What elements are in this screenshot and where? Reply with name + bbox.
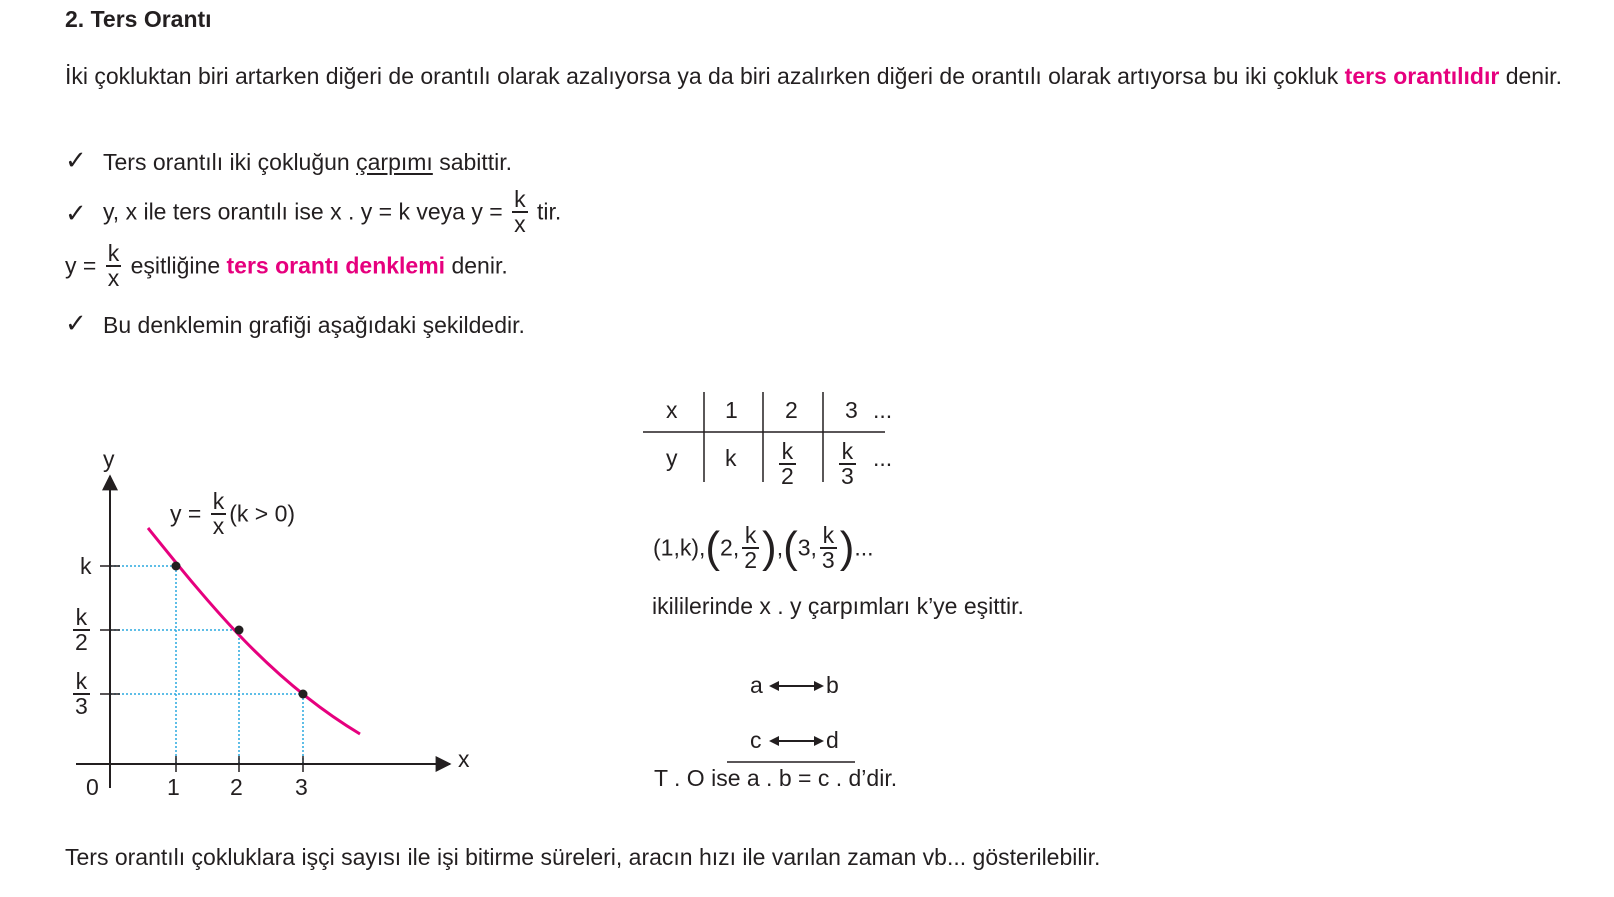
relation-b: b	[826, 672, 839, 698]
table-x-header: x	[666, 397, 678, 423]
pairs-line	[653, 523, 874, 573]
fraction-denominator: x	[212, 513, 225, 539]
table-x-2: 2	[785, 397, 798, 423]
curve-label-after: (k > 0)	[229, 500, 296, 527]
x-axis-label: x	[458, 746, 470, 772]
bullet-1-after: sabittir.	[432, 149, 513, 175]
check-icon: ✓	[65, 308, 87, 338]
curve-label-before: y =	[170, 500, 202, 527]
point-3	[299, 690, 308, 699]
curve-label	[170, 490, 295, 538]
section-title: 2. Ters Orantı	[65, 6, 212, 32]
pair-1: (1,k),	[653, 534, 706, 561]
equation-after: denir.	[445, 252, 508, 279]
fraction-denominator: 2	[744, 547, 758, 573]
bullet-3: Bu denklemin grafiği aşağıdaki şekildedir.	[103, 312, 525, 338]
bullet-2-after: tir.	[536, 198, 562, 225]
arrow-cd-right-head	[814, 736, 824, 746]
origin-label: 0	[86, 774, 99, 800]
y-tick-k2-fraction	[73, 606, 90, 654]
fraction-numerator: k	[73, 670, 90, 695]
paren-close: )	[762, 523, 777, 572]
pair-2-pre: 2,	[720, 534, 740, 561]
point-2	[235, 626, 244, 635]
pair-3-fraction	[820, 524, 837, 572]
table-y-header: y	[666, 445, 678, 471]
fraction-denominator: 2	[781, 463, 794, 489]
table-y-k3	[836, 440, 859, 488]
fraction-numerator: k	[820, 524, 837, 549]
y-tick-label-k3	[70, 670, 93, 718]
pair-3-pre: 3,	[797, 534, 817, 561]
paren-open: (	[705, 523, 721, 572]
fraction-numerator: k	[73, 606, 90, 631]
point-1	[172, 562, 181, 571]
table-x-1: 1	[725, 397, 738, 423]
bullet-1-underlined: çarpımı	[356, 149, 433, 175]
intro-text-before: İki çokluktan biri artarken diğeri de orantılı olarak azalıyorsa ya da biri azalırken diğeri de orantılı olarak artıyorsa bu iki çokluk	[65, 63, 1345, 89]
equation-highlight: ters orantı denklemi	[226, 252, 446, 279]
arrow-cd-left-head	[769, 736, 779, 746]
fraction-denominator: x	[514, 211, 526, 237]
curve-label-fraction	[211, 490, 227, 538]
fraction-numerator: k	[742, 524, 759, 549]
paren-open: (	[783, 523, 798, 572]
fraction-numerator: k	[107, 240, 120, 266]
fraction-numerator: k	[779, 440, 796, 465]
y-tick-k3-fraction	[73, 670, 90, 718]
fraction-numerator: k	[212, 488, 225, 514]
pair-comma: ,	[776, 534, 784, 561]
fraction-denominator: 2	[75, 629, 88, 655]
table-y-k2	[776, 440, 799, 488]
relation-c: c	[750, 727, 762, 753]
equation-middle: eşitliğine	[130, 252, 227, 279]
table-y-dots: ...	[873, 445, 893, 471]
y-tick-label-k: k	[80, 553, 92, 579]
x-tick-label-1: 1	[167, 774, 180, 800]
table-k2-fraction	[779, 440, 796, 488]
check-icon: ✓	[65, 198, 87, 228]
bullet-2-before: y, x ile ters orantılı ise x . y = k veya y =	[103, 198, 503, 225]
arrow-ab-right-head	[814, 681, 824, 691]
y-tick-label-k2	[70, 606, 93, 654]
relation-d: d	[826, 727, 839, 753]
arrow-ab-left-head	[769, 681, 779, 691]
fraction-numerator: k	[514, 186, 526, 212]
equation-before: y =	[65, 252, 97, 279]
fraction-denominator: x	[107, 265, 120, 291]
intro-highlight: ters orantılıdır	[1344, 63, 1500, 89]
paren-close: )	[839, 523, 855, 572]
hyperbola-curve	[148, 528, 360, 734]
table-x-dots: ...	[873, 397, 893, 423]
bullet-1-before: Ters orantılı iki çokluğun	[103, 149, 357, 175]
table-k3-fraction	[839, 440, 856, 488]
table-y-k: k	[725, 445, 737, 471]
pair-2-fraction	[742, 524, 759, 572]
x-tick-label-3: 3	[295, 774, 308, 800]
guide-lines	[110, 566, 303, 764]
relation-conclusion: T . O ise a . b = c . d’dir.	[654, 765, 898, 791]
check-icon: ✓	[65, 145, 87, 175]
intro-text-after: denir.	[1499, 63, 1562, 89]
pairs-dots: ...	[854, 534, 874, 561]
x-tick-label-2: 2	[230, 774, 243, 800]
pairs-note: ikililerinde x . y çarpımları k’ye eşittir.	[652, 593, 1024, 619]
table-x-3: 3	[845, 397, 858, 423]
fraction-denominator: 3	[821, 547, 835, 573]
fraction-denominator: 3	[75, 693, 88, 719]
y-axis-label: y	[103, 446, 115, 472]
fraction-numerator: k	[839, 440, 856, 465]
footer-note: Ters orantılı çokluklara işçi sayısı ile işi bitirme süreleri, aracın hızı ile varılan zaman vb... gösterilebilir.	[65, 844, 1101, 870]
relation-a: a	[750, 672, 763, 698]
fraction-denominator: 3	[841, 463, 854, 489]
